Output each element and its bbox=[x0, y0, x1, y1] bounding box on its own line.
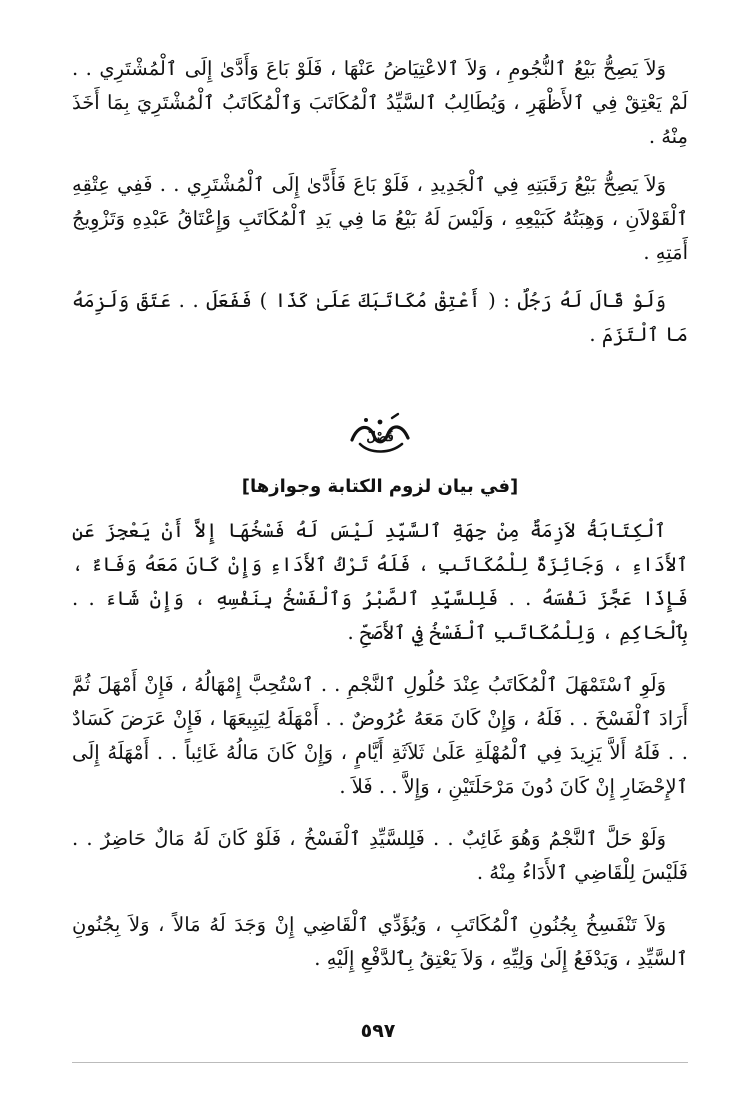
paragraph-free-on-condition: وَلَوْ قَالَ لَهُ رَجُلٌ : ( أَعْتِقْ مُكَاتَبَكَ عَلَىٰ كَذَا ) فَفَعَلَ . . عَتَقَ وَلَزِمَهُ مَا ٱلْتَزَمَ . bbox=[72, 289, 688, 346]
paragraph-binding-of-contract: ٱلْكِتَابَةُ لاَزِمَةٌ مِنْ جِهَةِ ٱلسَّيِّدِ لَيْسَ لَهُ فَسْخُهَا إِلاَّ أَنْ يَعْجِزَ عَنِ ٱلأَدَاءِ ، وَجَائِزَةٌ لِلْمُكَاتَبِ ، فَلَهُ تَرْكُ ٱلأَدَاءِ وَإِنْ كَانَ مَعَهُ وَفَاءٌ ، فَإِذَا عَجَّزَ نَفْسَهُ . . فَلِلسَّيِّدِ ٱلصَّبْرُ وَٱلْفَسْخُ بِنَفْسِهِ ، وَإِنْ شَاءَ . . بِٱلْحَاكِمِ ، وَلِلْمُكَاتَبِ ٱلْفَسْخُ فِي ٱلأَصَحِّ . bbox=[72, 519, 688, 644]
paragraph-sale-of-installments: وَلاَ يَصِحُّ بَيْعُ ٱلنُّجُومِ ، وَلاَ ٱلاعْتِيَاضُ عَنْهَا ، فَلَوْ بَاعَ وَأَدَّىٰ إِلَى ٱلْمُشْتَرِي . . لَمْ يَعْتِقْ فِي ٱلأَظْهَرِ ، وَيُطَالِبُ ٱلسَّيِّدُ ٱلْمُكَاتَبَ وَٱلْمُكَاتَبُ ٱلْمُشْتَرِيَ بِمَا أَخَذَ مِنْهُ . bbox=[72, 57, 688, 148]
paragraph-grace-period: وَلَوِ ٱسْتَمْهَلَ ٱلْمُكَاتَبُ عِنْدَ حُلُولِ ٱلنَّجْمِ . . ٱسْتُحِبَّ إِمْهَالُهُ ، فَإِنْ أَمْهَلَ ثُمَّ أَرَادَ ٱلْفَسْخَ . . فَلَهُ ، وَإِنْ كَانَ مَعَهُ عُرُوضٌ . . أَمْهَلَهُ لِيَبِيعَهَا ، فَإِنْ عَرَضَ كَسَادٌ . . فَلَهُ أَلاَّ يَزِيدَ فِي ٱلْمُهْلَةِ عَلَىٰ ثَلاَثَةِ أَيَّامٍ ، وَإِنْ كَانَ مَالُهُ غَائِباً . . أَمْهَلَهُ إِلَى ٱلإِحْضَارِ إِنْ كَانَ دُونَ مَرْحَلَتَيْنِ ، وَإِلاَّ . . فَلاَ . bbox=[72, 673, 688, 798]
paragraph-insanity: وَلاَ تَنْفَسِخُ بِجُنُونِ ٱلْمُكَاتَبِ ، وَيُؤَدِّي ٱلْقَاضِي إِنْ وَجَدَ لَهُ مَالاً ، وَلاَ بِجُنُونِ ٱلسَّيِّدِ ، وَيَدْفَعُ إِلَىٰ وَلِيِّهِ ، وَلاَ يَعْتِقُ بِٱلدَّفْعِ إِلَيْهِ . bbox=[72, 913, 688, 970]
paragraph-sale-of-person: وَلاَ يَصِحُّ بَيْعُ رَقَبَتِهِ فِي ٱلْجَدِيدِ ، فَلَوْ بَاعَ فَأَدَّىٰ إِلَى ٱلْمُشْتَرِي . . فَفِي عِتْقِهِ ٱلْقَوْلاَنِ ، وَهِبَتُهُ كَبَيْعِهِ ، وَلَيْسَ لَهُ بَيْعُ مَا فِي يَدِ ٱلْمُكَاتَبِ وَإِعْتَاقُ عَبْدِهِ وَتَزْوِيجُ أَمَتِهِ . bbox=[72, 173, 688, 264]
section-ornament-fasl bbox=[340, 410, 420, 462]
paragraph-absent-debtor: وَلَوْ حَلَّ ٱلنَّجْمُ وَهُوَ غَائِبٌ . . فَلِلسَّيِّدِ ٱلْفَسْخُ ، فَلَوْ كَانَ لَهُ مَالٌ حَاضِرٌ . . فَلَيْسَ لِلْقَاضِي ٱلأَدَاءُ مِنْهُ . bbox=[72, 827, 688, 884]
book-page bbox=[72, 52, 688, 1066]
footer-rule bbox=[72, 1062, 688, 1063]
section-title: [في بيان لزوم الكتابة وجوازها] bbox=[241, 476, 519, 497]
ornament-text: فَصْلٌ bbox=[366, 430, 394, 445]
page-number: ٥٩٧ bbox=[360, 1020, 396, 1042]
fasl-calligraphy-icon bbox=[340, 410, 420, 462]
